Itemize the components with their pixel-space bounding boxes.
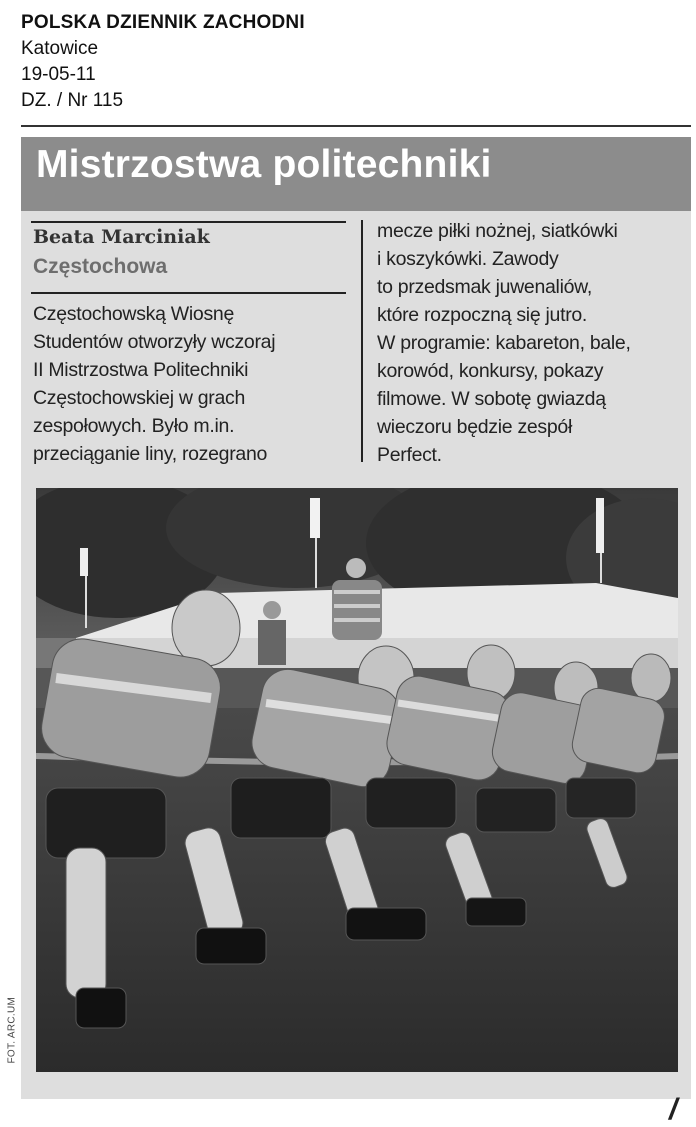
page-mark: / [669, 1093, 678, 1126]
text-line: i koszykówki. Zawody [377, 248, 559, 270]
publication-issue: DZ. / Nr 115 [21, 90, 124, 111]
article-location: Częstochowa [33, 255, 168, 278]
text-line: Studentów otworzyły wczoraj [33, 331, 276, 353]
text-line: zespołowych. Było m.in. [33, 415, 235, 437]
article-author: Beata Marciniak [33, 226, 210, 248]
photo-illustration [36, 488, 678, 1072]
text-line: filmowe. W sobotę gwiazdą [377, 388, 606, 410]
publication-city: Katowice [21, 38, 99, 59]
text-line: wieczoru będzie zespół [377, 416, 573, 438]
text-line: II Mistrzostwa Politechniki [33, 359, 249, 381]
article-column-2 [377, 217, 687, 469]
text-line: Częstochowskiej w grach [33, 387, 246, 409]
photo-credit: FOT. ARC.UM [6, 996, 18, 1064]
header-rule [21, 125, 691, 127]
byline-rule-bottom [31, 292, 346, 294]
text-line: przeciąganie liny, rozegrano [33, 443, 268, 465]
tug-of-war-photo [36, 488, 678, 1072]
text-line: mecze piłki nożnej, siatkówki [377, 220, 618, 242]
text-line: Częstochowską Wiosnę [33, 303, 234, 325]
byline-rule-top [31, 221, 346, 223]
text-line: które rozpoczną się jutro. [377, 304, 588, 326]
article-title: Mistrzostwa politechniki [36, 143, 492, 186]
text-line: to przedsmak juwenaliów, [377, 276, 592, 298]
column-divider [361, 220, 363, 462]
text-line: W programie: kabareton, bale, [377, 332, 631, 354]
publication-name: POLSKA DZIENNIK ZACHODNI [21, 12, 305, 33]
text-line: Perfect. [377, 444, 442, 466]
text-line: korowód, konkursy, pokazy [377, 360, 604, 382]
clipping-header [21, 10, 305, 114]
article-column-1 [33, 300, 353, 468]
publication-date: 19-05-11 [21, 64, 96, 85]
